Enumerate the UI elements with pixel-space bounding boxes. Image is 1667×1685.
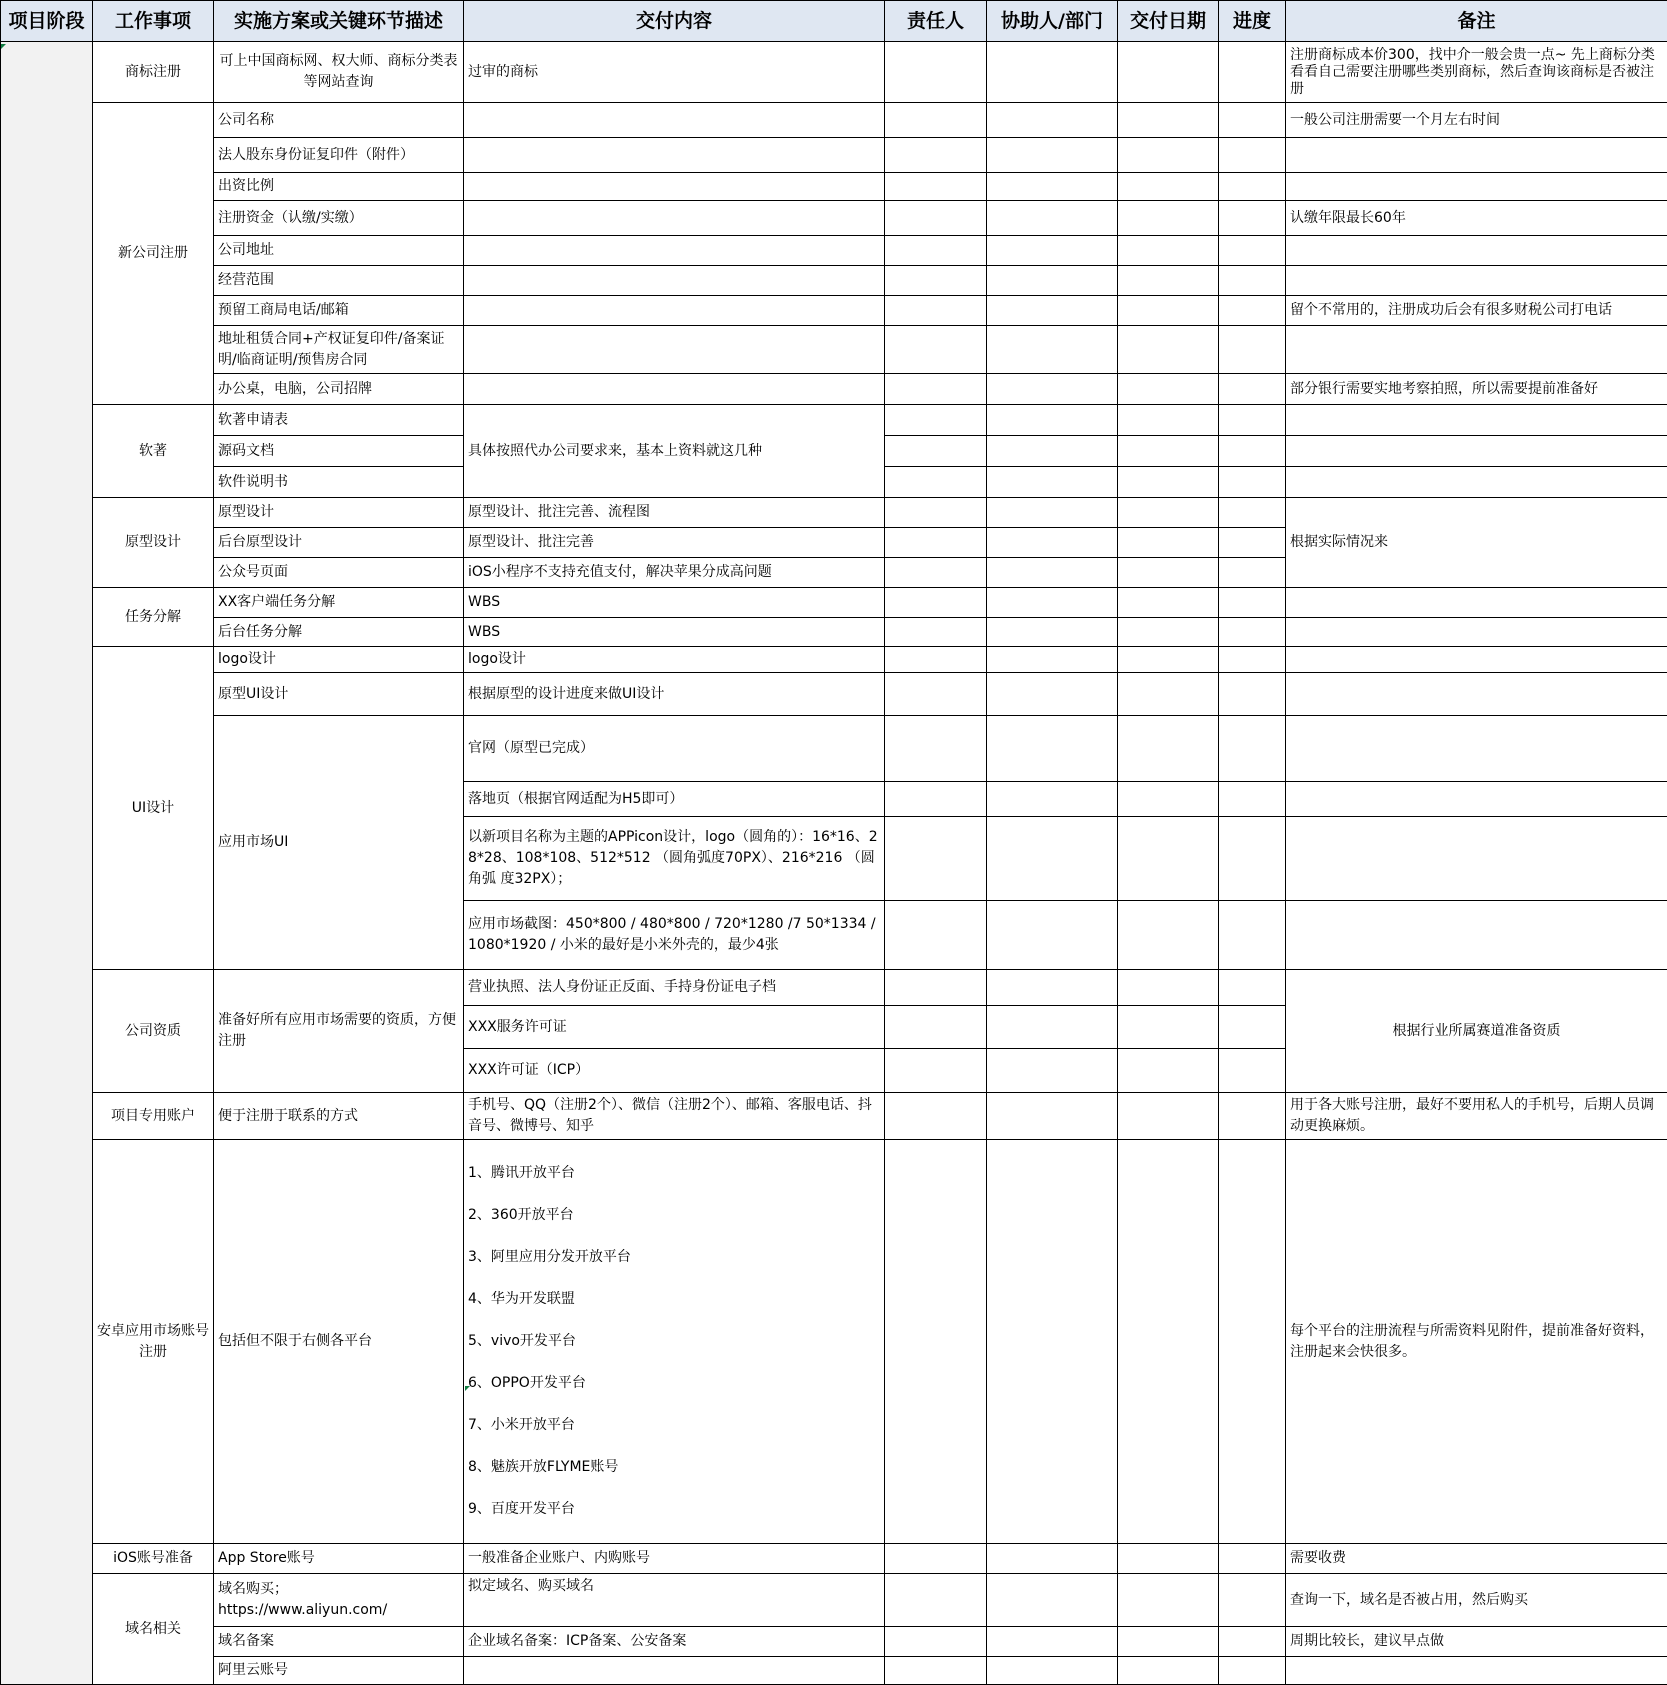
assist-cell[interactable] — [987, 970, 1118, 1006]
date-cell[interactable] — [1118, 436, 1219, 467]
table-row — [1, 1544, 1667, 1574]
owner-cell[interactable] — [885, 1544, 987, 1574]
table-row — [1, 236, 1667, 266]
assist-cell[interactable] — [987, 1627, 1118, 1657]
task-cell[interactable]: 公司资质 — [93, 970, 214, 1093]
owner-cell[interactable] — [885, 716, 987, 782]
assist-cell[interactable] — [987, 374, 1118, 405]
progress-cell[interactable] — [1219, 673, 1286, 716]
assist-cell[interactable] — [987, 1093, 1118, 1140]
note-cell[interactable] — [1286, 266, 1667, 296]
progress-cell[interactable] — [1219, 1574, 1286, 1627]
deliverable-cell[interactable]: WBS — [464, 588, 885, 618]
assist-cell[interactable] — [987, 138, 1118, 173]
progress-cell[interactable] — [1219, 236, 1286, 266]
date-cell[interactable] — [1118, 782, 1219, 817]
table-row — [1, 201, 1667, 236]
plan-cell[interactable]: 预留工商局电话/邮箱 — [214, 296, 464, 326]
progress-cell[interactable] — [1219, 138, 1286, 173]
deliverable-cell[interactable]: 拟定域名、购买域名 — [464, 1574, 885, 1627]
note-cell[interactable]: 查询一下，域名是否被占用，然后购买 — [1286, 1574, 1667, 1627]
owner-cell[interactable] — [885, 42, 987, 103]
task-cell[interactable]: 软著 — [93, 405, 214, 498]
date-cell[interactable] — [1118, 673, 1219, 716]
platform-item: 6、OPPO开发平台 — [468, 1373, 880, 1394]
date-cell[interactable] — [1118, 1657, 1219, 1685]
deliverable-cell[interactable]: 原型设计、批注完善 — [464, 528, 885, 558]
plan-cell[interactable]: 经营范围 — [214, 266, 464, 296]
progress-cell[interactable] — [1219, 498, 1286, 528]
deliverable-cell[interactable]: 根据原型的设计进度来做UI设计 — [464, 673, 885, 716]
table-row — [1, 266, 1667, 296]
date-cell[interactable] — [1118, 1093, 1219, 1140]
note-cell[interactable]: 留个不常用的，注册成功后会有很多财税公司打电话 — [1286, 296, 1667, 326]
task-cell[interactable]: 任务分解 — [93, 588, 214, 647]
progress-cell[interactable] — [1219, 201, 1286, 236]
note-cell[interactable]: 认缴年限最长60年 — [1286, 201, 1667, 236]
cell-comment-marker — [465, 1386, 470, 1391]
date-cell[interactable] — [1118, 1544, 1219, 1574]
owner-cell[interactable] — [885, 405, 987, 436]
deliverable-cell[interactable]: 以新项目名称为主题的APPicon设计，logo（圆角的）：16*16、28*28、108*108、512*512 （圆角弧度70PX）、216*216 （圆角弧 度32PX）； — [464, 817, 885, 901]
note-cell[interactable] — [1286, 436, 1667, 467]
plan-cell[interactable]: 阿里云账号 — [214, 1657, 464, 1685]
deliverable-cell[interactable]: 具体按照代办公司要求来，基本上资料就这几种 — [464, 405, 885, 498]
plan-cell[interactable]: 公司名称 — [214, 103, 464, 138]
note-cell[interactable] — [1286, 817, 1667, 901]
date-cell[interactable] — [1118, 618, 1219, 647]
task-cell[interactable]: 安卓应用市场账号注册 — [93, 1140, 214, 1544]
owner-cell[interactable] — [885, 103, 987, 138]
table-row — [1, 103, 1667, 138]
progress-cell[interactable] — [1219, 1049, 1286, 1093]
table-row — [1, 326, 1667, 374]
date-cell[interactable] — [1118, 42, 1219, 103]
assist-cell[interactable] — [987, 296, 1118, 326]
note-cell[interactable] — [1286, 173, 1667, 201]
task-cell[interactable]: 域名相关 — [93, 1574, 214, 1685]
assist-cell[interactable] — [987, 173, 1118, 201]
deliverable-cell[interactable]: 手机号、QQ（注册2个）、微信（注册2个）、邮箱、客服电话、抖音号、微博号、知乎 — [464, 1093, 885, 1140]
table-row — [1, 138, 1667, 173]
owner-cell[interactable] — [885, 618, 987, 647]
note-cell[interactable] — [1286, 326, 1667, 374]
progress-cell[interactable] — [1219, 618, 1286, 647]
owner-cell[interactable] — [885, 1006, 987, 1049]
table-row — [1, 716, 1667, 782]
deliverable-cell[interactable]: 一般准备企业账户、内购账号 — [464, 1544, 885, 1574]
plan-cell[interactable]: 软件说明书 — [214, 467, 464, 498]
date-cell[interactable] — [1118, 266, 1219, 296]
plan-cell[interactable]: 源码文档 — [214, 436, 464, 467]
header-assist[interactable]: 协助人/部门 — [987, 1, 1118, 42]
note-cell[interactable]: 部分银行需要实地考察拍照，所以需要提前准备好 — [1286, 374, 1667, 405]
progress-cell[interactable] — [1219, 1006, 1286, 1049]
owner-cell[interactable] — [885, 1093, 987, 1140]
owner-cell[interactable] — [885, 588, 987, 618]
progress-cell[interactable] — [1219, 817, 1286, 901]
deliverable-cell[interactable]: 过审的商标 — [464, 42, 885, 103]
assist-cell[interactable] — [987, 1006, 1118, 1049]
header-row — [1, 1, 1667, 42]
owner-cell[interactable] — [885, 673, 987, 716]
date-cell[interactable] — [1118, 1006, 1219, 1049]
table-row — [1, 173, 1667, 201]
progress-cell[interactable] — [1219, 326, 1286, 374]
note-cell[interactable]: 一般公司注册需要一个月左右时间 — [1286, 103, 1667, 138]
progress-cell[interactable] — [1219, 647, 1286, 673]
table-row — [1, 1657, 1667, 1685]
date-cell[interactable] — [1118, 817, 1219, 901]
platform-item: 9、百度开发平台 — [468, 1499, 880, 1520]
owner-cell[interactable] — [885, 138, 987, 173]
plan-cell[interactable]: App Store账号 — [214, 1544, 464, 1574]
deliverable-cell[interactable]: WBS — [464, 618, 885, 647]
progress-cell[interactable] — [1219, 558, 1286, 588]
table-row — [1, 405, 1667, 436]
progress-cell[interactable] — [1219, 970, 1286, 1006]
deliverable-cell[interactable]: 官网（原型已完成） — [464, 716, 885, 782]
note-cell[interactable] — [1286, 236, 1667, 266]
owner-cell[interactable] — [885, 436, 987, 467]
table-row — [1, 498, 1667, 528]
date-cell[interactable] — [1118, 558, 1219, 588]
plan-cell[interactable]: 公众号页面 — [214, 558, 464, 588]
deliverable-cell[interactable]: XXX服务许可证 — [464, 1006, 885, 1049]
owner-cell[interactable] — [885, 1627, 987, 1657]
owner-cell[interactable] — [885, 1574, 987, 1627]
table-row — [1, 970, 1667, 1006]
task-cell[interactable]: 商标注册 — [93, 42, 214, 103]
date-cell[interactable] — [1118, 1627, 1219, 1657]
progress-cell[interactable] — [1219, 782, 1286, 817]
deliverable-cell[interactable]: XXX许可证（ICP） — [464, 1049, 885, 1093]
deliverable-cell[interactable] — [464, 236, 885, 266]
date-cell[interactable] — [1118, 588, 1219, 618]
note-cell[interactable]: 注册商标成本价300，找中介一般会贵一点~ 先上商标分类看看自己需要注册哪些类别商标，然后查询该商标是否被注册 — [1286, 42, 1667, 103]
note-cell[interactable] — [1286, 673, 1667, 716]
assist-cell[interactable] — [987, 1049, 1118, 1093]
deliverable-cell[interactable] — [464, 1140, 885, 1544]
deliverable-cell[interactable] — [464, 266, 885, 296]
owner-cell[interactable] — [885, 817, 987, 901]
progress-cell[interactable] — [1219, 405, 1286, 436]
deliverable-cell[interactable] — [464, 296, 885, 326]
table-row — [1, 374, 1667, 405]
assist-cell[interactable] — [987, 528, 1118, 558]
date-cell[interactable] — [1118, 647, 1219, 673]
table-row — [1, 1140, 1667, 1544]
plan-cell[interactable]: 包括但不限于右侧各平台 — [214, 1140, 464, 1544]
date-cell[interactable] — [1118, 326, 1219, 374]
assist-cell[interactable] — [987, 1574, 1118, 1627]
table-row — [1, 1627, 1667, 1657]
owner-cell[interactable] — [885, 201, 987, 236]
date-cell[interactable] — [1118, 236, 1219, 266]
assist-cell[interactable] — [987, 673, 1118, 716]
assist-cell[interactable] — [987, 901, 1118, 970]
task-cell[interactable]: iOS账号准备 — [93, 1544, 214, 1574]
deliverable-cell[interactable]: 企业域名备案：ICP备案、公安备案 — [464, 1627, 885, 1657]
note-cell[interactable] — [1286, 405, 1667, 436]
date-cell[interactable] — [1118, 405, 1219, 436]
table-row — [1, 673, 1667, 716]
deliverable-cell[interactable] — [464, 103, 885, 138]
note-cell[interactable] — [1286, 618, 1667, 647]
owner-cell[interactable] — [885, 296, 987, 326]
assist-cell[interactable] — [987, 782, 1118, 817]
assist-cell[interactable] — [987, 405, 1118, 436]
plan-cell[interactable]: 出资比例 — [214, 173, 464, 201]
owner-cell[interactable] — [885, 1049, 987, 1093]
deliverable-cell[interactable]: 落地页（根据官网适配为H5即可） — [464, 782, 885, 817]
deliverable-cell[interactable]: 应用市场截图：450*800 / 480*800 / 720*1280 /7 50*1334 / 1080*1920 / 小米的最好是小米外壳的，最少4张 — [464, 901, 885, 970]
plan-cell[interactable]: XX客户端任务分解 — [214, 588, 464, 618]
date-cell[interactable] — [1118, 467, 1219, 498]
assist-cell[interactable] — [987, 618, 1118, 647]
deliverable-cell[interactable]: 原型设计、批注完善、流程图 — [464, 498, 885, 528]
plan-cell[interactable]: 便于注册于联系的方式 — [214, 1093, 464, 1140]
assist-cell[interactable] — [987, 201, 1118, 236]
deliverable-cell[interactable]: logo设计 — [464, 647, 885, 673]
platform-item: 1、腾讯开放平台 — [468, 1163, 880, 1184]
progress-cell[interactable] — [1219, 374, 1286, 405]
note-cell[interactable]: 周期比较长，建议早点做 — [1286, 1627, 1667, 1657]
deliverable-cell[interactable] — [464, 201, 885, 236]
note-cell[interactable] — [1286, 467, 1667, 498]
assist-cell[interactable] — [987, 716, 1118, 782]
owner-cell[interactable] — [885, 498, 987, 528]
plan-cell[interactable]: 办公桌，电脑，公司招牌 — [214, 374, 464, 405]
deliverable-cell[interactable] — [464, 326, 885, 374]
header-deliverable[interactable]: 交付内容 — [464, 1, 885, 42]
plan-cell[interactable]: 后台原型设计 — [214, 528, 464, 558]
owner-cell[interactable] — [885, 528, 987, 558]
table-row — [1, 42, 1667, 103]
assist-cell[interactable] — [987, 588, 1118, 618]
date-cell[interactable] — [1118, 498, 1219, 528]
progress-cell[interactable] — [1219, 467, 1286, 498]
assist-cell[interactable] — [987, 326, 1118, 374]
plan-cell[interactable]: 原型UI设计 — [214, 673, 464, 716]
deliverable-cell[interactable] — [464, 374, 885, 405]
date-cell[interactable] — [1118, 103, 1219, 138]
table-row — [1, 618, 1667, 647]
deliverable-cell[interactable]: iOS小程序不支持充值支付，解决苹果分成高问题 — [464, 558, 885, 588]
plan-cell[interactable]: 可上中国商标网、权大师、商标分类表等网站查询 — [214, 42, 464, 103]
owner-cell[interactable] — [885, 467, 987, 498]
date-cell[interactable] — [1118, 173, 1219, 201]
note-cell[interactable]: 每个平台的注册流程与所需资料见附件，提前准备好资料，注册起来会快很多。 — [1286, 1140, 1667, 1544]
progress-cell[interactable] — [1219, 1093, 1286, 1140]
header-note[interactable]: 备注 — [1286, 1, 1667, 42]
stage-cell[interactable] — [1, 42, 93, 1685]
header-date[interactable]: 交付日期 — [1118, 1, 1219, 42]
plan-cell[interactable]: 地址租赁合同+产权证复印件/备案证明/临商证明/预售房合同 — [214, 326, 464, 374]
date-cell[interactable] — [1118, 528, 1219, 558]
note-cell[interactable] — [1286, 782, 1667, 817]
owner-cell[interactable] — [885, 970, 987, 1006]
date-cell[interactable] — [1118, 138, 1219, 173]
task-cell[interactable]: UI设计 — [93, 647, 214, 970]
date-cell[interactable] — [1118, 970, 1219, 1006]
owner-cell[interactable] — [885, 326, 987, 374]
header-stage[interactable]: 项目阶段 — [1, 1, 93, 42]
plan-cell[interactable]: 原型设计 — [214, 498, 464, 528]
progress-cell[interactable] — [1219, 588, 1286, 618]
assist-cell[interactable] — [987, 817, 1118, 901]
platform-item: 4、华为开发联盟 — [468, 1289, 880, 1310]
owner-cell[interactable] — [885, 173, 987, 201]
owner-cell[interactable] — [885, 901, 987, 970]
progress-cell[interactable] — [1219, 528, 1286, 558]
progress-cell[interactable] — [1219, 901, 1286, 970]
header-task[interactable]: 工作事项 — [93, 1, 214, 42]
plan-cell[interactable]: 准备好所有应用市场需要的资质，方便注册 — [214, 970, 464, 1093]
note-cell[interactable]: 需要收费 — [1286, 1544, 1667, 1574]
note-cell[interactable] — [1286, 588, 1667, 618]
header-owner[interactable]: 责任人 — [885, 1, 987, 42]
progress-cell[interactable] — [1219, 42, 1286, 103]
header-progress[interactable]: 进度 — [1219, 1, 1286, 42]
date-cell[interactable] — [1118, 201, 1219, 236]
plan-cell[interactable]: 后台任务分解 — [214, 618, 464, 647]
table-row — [1, 647, 1667, 673]
platform-item: 7、小米开放平台 — [468, 1415, 880, 1436]
assist-cell[interactable] — [987, 498, 1118, 528]
plan-cell[interactable]: 应用市场UI — [214, 716, 464, 970]
deliverable-cell[interactable] — [464, 138, 885, 173]
progress-cell[interactable] — [1219, 266, 1286, 296]
owner-cell[interactable] — [885, 647, 987, 673]
progress-cell[interactable] — [1219, 296, 1286, 326]
owner-cell[interactable] — [885, 236, 987, 266]
note-cell[interactable] — [1286, 138, 1667, 173]
date-cell[interactable] — [1118, 901, 1219, 970]
cell-comment-marker — [1, 44, 6, 49]
assist-cell[interactable] — [987, 436, 1118, 467]
note-cell[interactable] — [1286, 1657, 1667, 1685]
assist-cell[interactable] — [987, 103, 1118, 138]
assist-cell[interactable] — [987, 42, 1118, 103]
owner-cell[interactable] — [885, 558, 987, 588]
table-row — [1, 296, 1667, 326]
date-cell[interactable] — [1118, 374, 1219, 405]
date-cell[interactable] — [1118, 716, 1219, 782]
assist-cell[interactable] — [987, 467, 1118, 498]
progress-cell[interactable] — [1219, 1657, 1286, 1685]
deliverable-cell[interactable] — [464, 173, 885, 201]
note-cell[interactable] — [1286, 716, 1667, 782]
platform-item: 3、阿里应用分发开放平台 — [468, 1247, 880, 1268]
assist-cell[interactable] — [987, 558, 1118, 588]
note-cell[interactable] — [1286, 647, 1667, 673]
note-cell[interactable] — [1286, 901, 1667, 970]
date-cell[interactable] — [1118, 296, 1219, 326]
progress-cell[interactable] — [1219, 1627, 1286, 1657]
date-cell[interactable] — [1118, 1574, 1219, 1627]
progress-cell[interactable] — [1219, 716, 1286, 782]
assist-cell[interactable] — [987, 1657, 1118, 1685]
table-row — [1, 1574, 1667, 1627]
deliverable-cell[interactable] — [464, 1657, 885, 1685]
header-plan[interactable]: 实施方案或关键环节描述 — [214, 1, 464, 42]
date-cell[interactable] — [1118, 1049, 1219, 1093]
assist-cell[interactable] — [987, 1140, 1118, 1544]
assist-cell[interactable] — [987, 266, 1118, 296]
plan-cell[interactable]: 注册资金（认缴/实缴） — [214, 201, 464, 236]
note-cell[interactable]: 根据实际情况来 — [1286, 498, 1667, 588]
progress-cell[interactable] — [1219, 103, 1286, 138]
owner-cell[interactable] — [885, 1140, 987, 1544]
task-cell[interactable]: 新公司注册 — [93, 103, 214, 405]
owner-cell[interactable] — [885, 782, 987, 817]
assist-cell[interactable] — [987, 1544, 1118, 1574]
plan-cell[interactable]: 域名备案 — [214, 1627, 464, 1657]
table-row — [1, 1093, 1667, 1140]
progress-cell[interactable] — [1219, 1544, 1286, 1574]
owner-cell[interactable] — [885, 266, 987, 296]
plan-cell[interactable]: 软著申请表 — [214, 405, 464, 436]
platform-item: 2、360开放平台 — [468, 1205, 880, 1226]
plan-cell[interactable]: 域名购买； https://www.aliyun.com/ — [214, 1574, 464, 1627]
progress-cell[interactable] — [1219, 436, 1286, 467]
plan-cell[interactable]: 法人股东身份证复印件（附件） — [214, 138, 464, 173]
note-cell[interactable]: 用于各大账号注册，最好不要用私人的手机号，后期人员调动更换麻烦。 — [1286, 1093, 1667, 1140]
date-cell[interactable] — [1118, 1140, 1219, 1544]
plan-cell[interactable]: 公司地址 — [214, 236, 464, 266]
platform-item: 8、魅族开放FLYME账号 — [468, 1457, 880, 1478]
owner-cell[interactable] — [885, 374, 987, 405]
progress-cell[interactable] — [1219, 1140, 1286, 1544]
task-cell[interactable]: 项目专用账户 — [93, 1093, 214, 1140]
deliverable-cell[interactable]: 营业执照、法人身份证正反面、手持身份证电子档 — [464, 970, 885, 1006]
plan-cell[interactable]: logo设计 — [214, 647, 464, 673]
owner-cell[interactable] — [885, 1657, 987, 1685]
assist-cell[interactable] — [987, 647, 1118, 673]
note-cell[interactable]: 根据行业所属赛道准备资质 — [1286, 970, 1667, 1093]
platform-item: 5、vivo开发平台 — [468, 1331, 880, 1352]
assist-cell[interactable] — [987, 236, 1118, 266]
table-row — [1, 588, 1667, 618]
task-cell[interactable]: 原型设计 — [93, 498, 214, 588]
progress-cell[interactable] — [1219, 173, 1286, 201]
